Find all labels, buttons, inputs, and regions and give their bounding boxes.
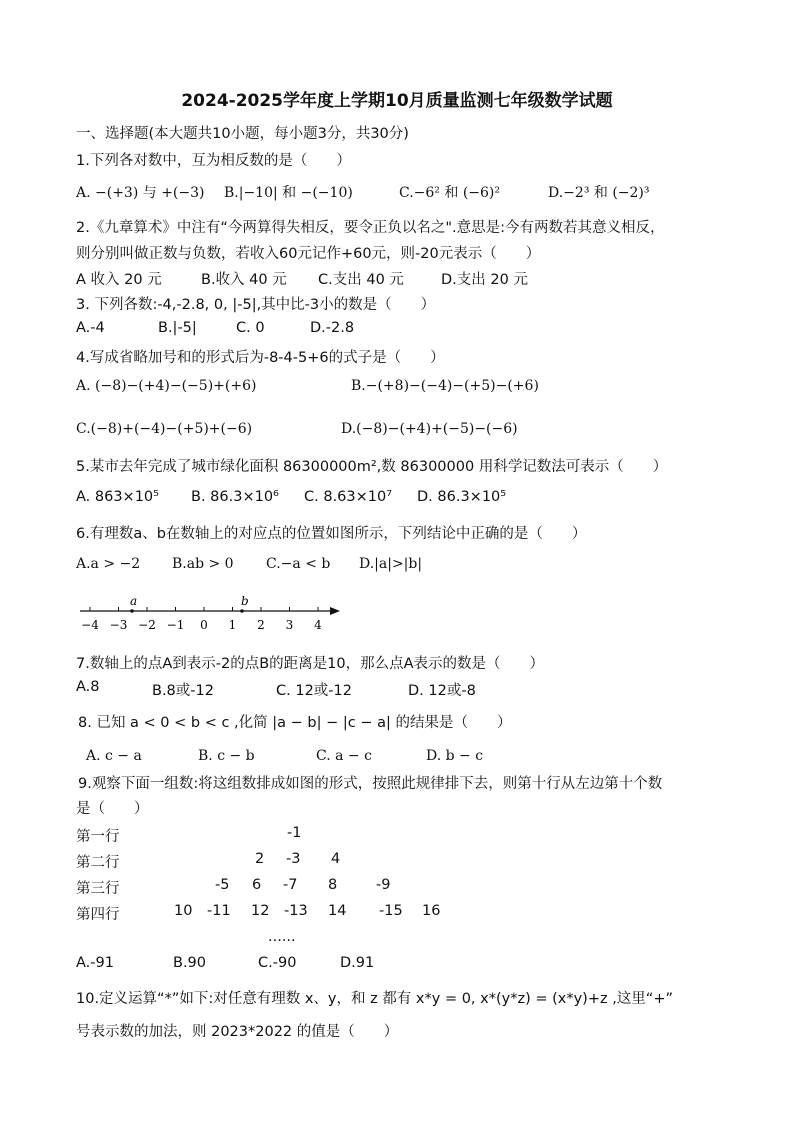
triangle-number: 14 [328, 903, 347, 919]
q6-option-a[interactable]: A.a > −2 [76, 556, 141, 572]
q6-option-d[interactable]: D.|a|>|b| [359, 556, 423, 572]
q1-option-a[interactable]: A. −(+3) 与 +(−3) [76, 185, 205, 201]
q10-stem-line2: 号表示数的加法，则 2023*2022 的值是（ ） [76, 1024, 399, 1040]
section-heading: 一、选择题(本大题共10小题，每小题3分，共30分) [76, 126, 409, 142]
point-b-dot [240, 609, 244, 613]
axis-tick-label: −2 [138, 618, 156, 632]
q7-option-d[interactable]: D. 12或-8 [408, 683, 476, 699]
q2-option-b[interactable]: B.收入 40 元 [201, 272, 287, 288]
q3-option-b[interactable]: B.|-5| [158, 320, 197, 336]
q6-stem: 6.有理数a、b在数轴上的对应点的位置如图所示，下列结论中正确的是（ ） [76, 526, 587, 542]
triangle-number: -9 [376, 877, 391, 893]
point-a-label: a [130, 594, 138, 608]
q2-option-a[interactable]: A 收入 20 元 [76, 272, 162, 288]
triangle-number: 2 [255, 851, 265, 867]
triangle-number: -13 [284, 903, 308, 919]
q1-option-c[interactable]: C.−6² 和 (−6)² [399, 185, 500, 201]
triangle-number: 16 [422, 903, 441, 919]
q9-stem-line1: 9.观察下面一组数:将这组数排成如图的形式，按照此规律排下去，则第十行从左边第十个数 [78, 776, 663, 792]
q2-stem-line2: 则分别叫做正数与负数，若收入60元记作+60元，则-20元表示（ ） [76, 246, 541, 262]
q2-option-d[interactable]: D.支出 20 元 [441, 272, 528, 288]
q9-option-d[interactable]: D.91 [340, 955, 375, 971]
q9-option-a[interactable]: A.-91 [76, 955, 114, 971]
triangle-number: -15 [379, 903, 403, 919]
point-a-dot [130, 609, 134, 613]
q10-stem-line1: 10.定义运算“*”如下:对任意有理数 x、y，和 z 都有 x*y = 0, x*(y*z) = (x*y)+z ,这里“+” [76, 991, 673, 1007]
q6-option-c[interactable]: C.−a < b [266, 556, 331, 572]
q9-option-c[interactable]: C.-90 [258, 955, 297, 971]
axis-tick-label: −1 [166, 618, 185, 632]
q7-option-a[interactable]: A.8 [76, 679, 100, 695]
q6-option-b[interactable]: B.ab > 0 [172, 556, 234, 572]
triangle-number: 10 [174, 903, 193, 919]
point-b-label: b [241, 594, 249, 608]
number-line-figure [76, 594, 356, 638]
triangle-ellipsis: ...... [268, 929, 296, 945]
row-label: 第三行 [76, 881, 120, 897]
triangle-number: 8 [328, 877, 338, 893]
page-title: 2024-2025学年度上学期10月质量监测七年级数学试题 [181, 91, 613, 111]
q1-option-b[interactable]: B.|−10| 和 −(−10) [224, 185, 353, 201]
row-label: 第二行 [76, 855, 120, 871]
row-label: 第一行 [76, 829, 120, 845]
q3-option-d[interactable]: D.-2.8 [310, 320, 355, 336]
triangle-number: 4 [331, 851, 341, 867]
triangle-number: -3 [286, 851, 301, 867]
triangle-number: -5 [215, 877, 230, 893]
axis-tick-label: −4 [81, 618, 99, 632]
q9-stem-line2: 是（ ） [76, 801, 149, 817]
q5-stem: 5.某市去年完成了城市绿化面积 86300000m²,数 86300000 用科学记数法可表示（ ） [76, 459, 668, 475]
q5-option-d[interactable]: D. 86.3×10⁵ [417, 489, 507, 505]
number-line-arrow [330, 607, 340, 615]
q3-stem: 3. 下列各数:-4,-2.8, 0, |-5|,其中比-3小的数是（ ） [76, 297, 436, 313]
q5-option-a[interactable]: A. 863×10⁵ [76, 489, 159, 505]
q8-option-a[interactable]: A. c − a [86, 748, 142, 764]
q1-stem: 1.下列各对数中，互为相反数的是（ ） [76, 153, 351, 169]
q8-option-b[interactable]: B. c − b [198, 748, 255, 764]
q3-option-c[interactable]: C. 0 [236, 320, 265, 336]
q4-option-c[interactable]: C.(−8)+(−4)−(+5)+(−6) [76, 421, 253, 437]
q4-stem: 4.写成省略加号和的形式后为-8-4-5+6的式子是（ ） [76, 350, 445, 366]
q8-option-d[interactable]: D. b − c [426, 748, 484, 764]
q4-option-a[interactable]: A. (−8)−(+4)−(−5)+(+6) [76, 378, 257, 394]
axis-tick-label: 0 [200, 618, 208, 632]
q5-option-b[interactable]: B. 86.3×10⁶ [191, 489, 279, 505]
q8-option-c[interactable]: C. a − c [316, 748, 372, 764]
q3-option-a[interactable]: A.-4 [76, 320, 105, 336]
row-label: 第四行 [76, 907, 120, 923]
triangle-number: -7 [283, 877, 298, 893]
axis-tick-label: 4 [314, 618, 322, 632]
q7-option-c[interactable]: C. 12或-12 [276, 683, 352, 699]
axis-tick-label: −3 [109, 618, 128, 632]
q2-option-c[interactable]: C.支出 40 元 [318, 272, 404, 288]
q7-stem: 7.数轴上的点A到表示-2的点B的距离是10，那么点A表示的数是（ ） [76, 656, 545, 672]
triangle-number: -1 [287, 825, 302, 841]
q1-option-d[interactable]: D.−2³ 和 (−2)³ [548, 185, 650, 201]
triangle-number: 6 [252, 877, 262, 893]
axis-tick-label: 3 [285, 618, 294, 632]
q9-option-b[interactable]: B.90 [173, 955, 207, 971]
q4-option-d[interactable]: D.(−8)−(+4)+(−5)−(−6) [341, 421, 518, 437]
q7-option-b[interactable]: B.8或-12 [152, 683, 214, 699]
q2-stem-line1: 2.《九章算术》中注有“今两算得失相反，要令正负以名之".意思是:今有两数若其意义相反， [76, 220, 665, 236]
triangle-number: 12 [251, 903, 270, 919]
triangle-number: -11 [207, 903, 231, 919]
q8-stem: 8. 已知 a < 0 < b < c ,化简 |a − b| − |c − a| 的结果是（ ） [78, 715, 512, 731]
axis-tick-label: 1 [228, 618, 237, 632]
axis-tick-label: 2 [257, 618, 265, 632]
q4-option-b[interactable]: B.−(+8)−(−4)−(+5)−(+6) [351, 378, 539, 394]
q5-option-c[interactable]: C. 8.63×10⁷ [304, 489, 393, 505]
